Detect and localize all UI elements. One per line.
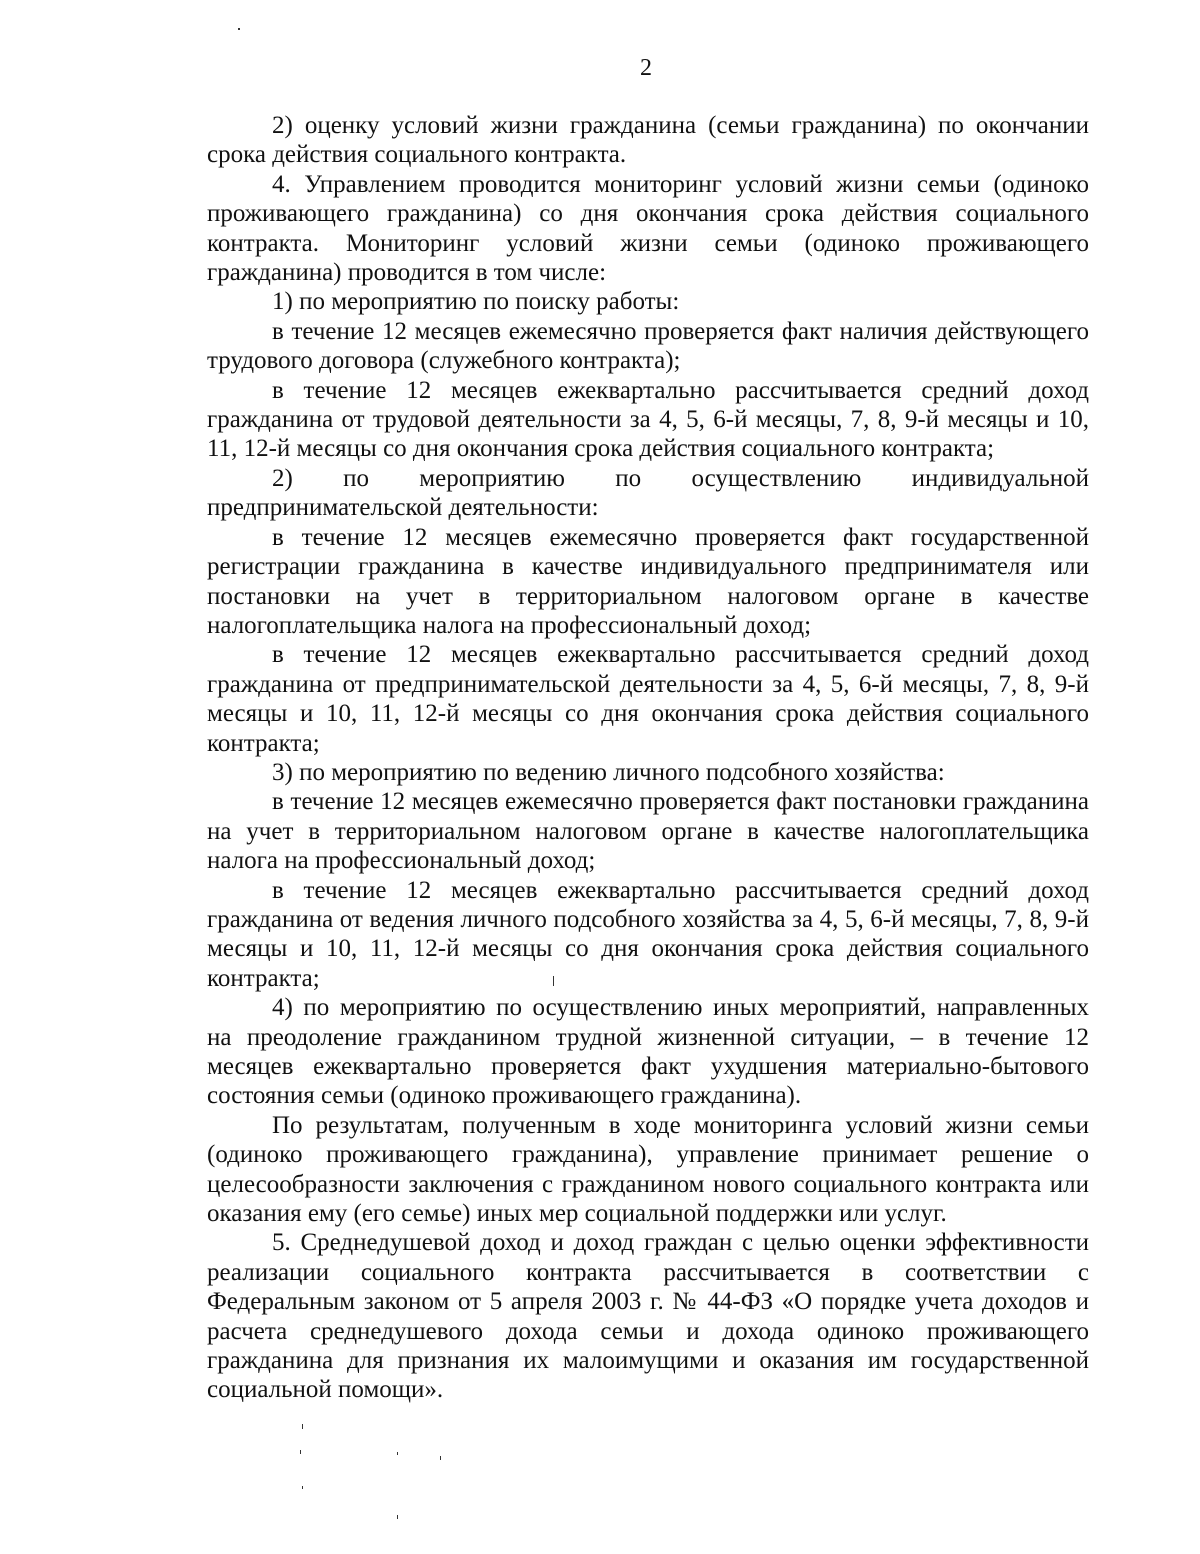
paragraph-farming-income-calc: в течение 12 месяцев ежеквартально рассчитывается средний доход гражданина от ведения личного подсобного хозяйства за 4, 5, 6-й месяцы, 7, 8, 9-й месяцы и 10, 11, 12-й месяцы со дня окончания срока действия социального контракта; [207, 876, 1089, 992]
scan-speck [397, 1452, 398, 1455]
paragraph-registration-check: в течение 12 месяцев ежемесячно проверяется факт государственной регистрации гражданина в качестве индивидуального предпринимателя или постановки на учет в территориальном налоговом органе в качестве налогоплательщика налога на профессиональный доход; [207, 523, 1089, 639]
page-number: 2 [640, 55, 652, 81]
paragraph-section-5-income: 5. Среднедушевой доход и доход граждан с целью оценки эффективности реализации социального контракта рассчитывается в соответствии с Федеральным законом от 5 апреля 2003 г. № 44-ФЗ «О порядке учета доходов и расчета среднедушевого дохода семьи и дохода одиноко проживающего гражданина для признания их малоимущими и оказания им государственной социальной помощи». [207, 1229, 1089, 1404]
paragraph-tax-registration-check: в течение 12 месяцев ежемесячно проверяется факт постановки гражданина на учет в территориальном налоговом органе в качестве налогоплательщика налога на профессиональный доход; [207, 788, 1089, 875]
scan-speck [553, 976, 554, 986]
paragraph-item-4-other-measures: 4) по мероприятию по осуществлению иных мероприятий, направленных на преодоление гражданином трудной жизненной ситуации, – в течение 12 месяцев ежеквартально проверяется факт ухудшения материально-бытового состояния семьи (одиноко проживающего гражданина). [207, 994, 1089, 1110]
paragraph-business-income-calc: в течение 12 месяцев ежеквартально рассчитывается средний доход гражданина от предпринимательской деятельности за 4, 5, 6-й месяцы, 7, 8, 9-й месяцы и 10, 11, 12-й месяцы со дня окончания срока действия социального контракта; [207, 641, 1089, 757]
scan-speck [302, 1486, 303, 1489]
paragraph-item-3-household-farming: 3) по мероприятию по ведению личного подсобного хозяйства: [272, 758, 945, 786]
scan-speck [300, 1450, 301, 1454]
scan-speck [397, 1515, 398, 1519]
paragraph-item-2-entrepreneurship: 2) по мероприятию по осуществлению индивидуальной предпринимательской деятельности: [207, 464, 1089, 522]
document-body [207, 111, 1089, 1405]
paragraph-item-2-evaluation: 2) оценку условий жизни гражданина (семьи гражданина) по окончании срока действия социального контракта. [207, 112, 1089, 169]
paragraph-job-contract-check: в течение 12 месяцев ежемесячно проверяется факт наличия действующего трудового договора (служебного контракта); [207, 317, 1089, 375]
scan-speck [440, 1456, 441, 1460]
paragraph-monitoring-results: По результатам, полученным в ходе мониторинга условий жизни семьи (одиноко проживающего гражданина), управление принимает решение о целесообразности заключения с гражданином нового социального контракта или оказания ему (его семье) иных мер социальной поддержки или услуг. [207, 1111, 1089, 1228]
paragraph-job-income-calc: в течение 12 месяцев ежеквартально рассчитывается средний доход гражданина от трудовой деятельности за 4, 5, 6-й месяцы, 7, 8, 9-й месяцы и 10, 11, 12-й месяцы со дня окончания срока действия социального контракта; [207, 376, 1089, 463]
scan-speck [302, 1424, 303, 1429]
paragraph-section-4-monitoring: 4. Управлением проводится мониторинг условий жизни семьи (одиноко проживающего гражданина) со дня окончания срока действия социального контракта. Мониторинг условий жизни семьи (одиноко проживающего гражданина) проводится в том числе: [207, 170, 1089, 287]
scan-speck [238, 28, 240, 30]
paragraph-item-1-job-search: 1) по мероприятию по поиску работы: [272, 288, 680, 316]
